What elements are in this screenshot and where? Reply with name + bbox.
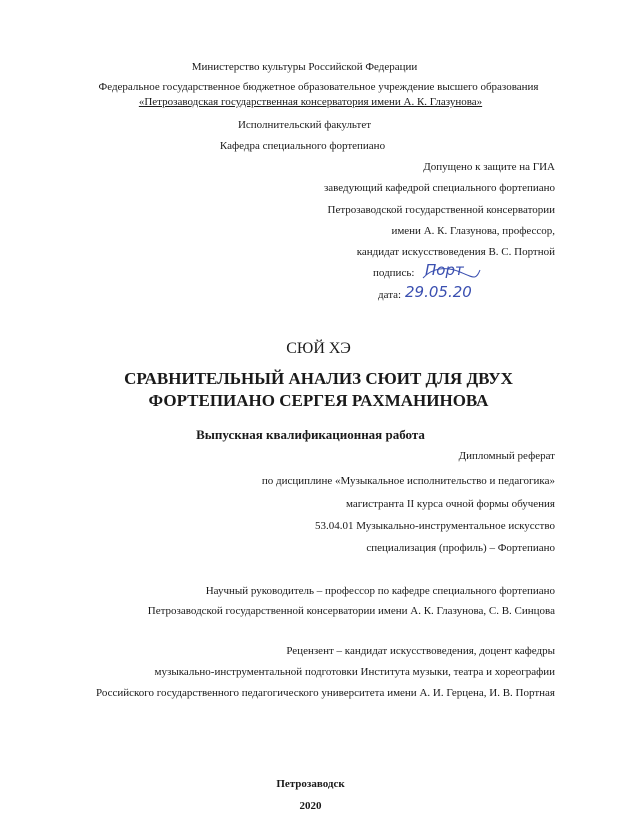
work-title: [0, 368, 637, 412]
reviewer-line-2: музыкально-инструментальной подготовки Института музыки, театра и хореографии: [154, 666, 555, 678]
institution-line-2: «Петрозаводская государственная консерватория имени А. К. Глазунова»: [138, 96, 483, 108]
approver-position-4: кандидат искусствоведения В. С. Портной: [356, 246, 555, 258]
institution-line-1: Федеральное государственное бюджетное образовательное учреждение высшего образования: [98, 81, 539, 93]
reviewer-line-1: Рецензент – кандидат искусствоведения, доцент кафедры: [286, 645, 555, 657]
discipline-line: по дисциплине «Музыкальное исполнительство и педагогика»: [261, 475, 555, 487]
approver-position-3: имени А. К. Глазунова, профессор,: [391, 225, 555, 237]
date-label: дата:: [378, 289, 402, 301]
signature-stroke: [420, 262, 482, 284]
signature-label: подпись:: [373, 267, 415, 279]
department-line: Кафедра специального фортепиано: [219, 140, 386, 152]
author-name: СЮЙ ХЭ: [286, 340, 351, 357]
approver-position-1: заведующий кафедрой специального фортепиано: [323, 182, 555, 194]
handwritten-signature: Порт: [425, 261, 464, 279]
reviewer-line-3: Российского государственного педагогического университета имени А. И. Герцена, И. В. Портная: [95, 687, 555, 699]
handwritten-date: 29.05.20: [405, 283, 472, 301]
work-kind: Дипломный реферат: [458, 450, 555, 462]
work-title-line-2: ФОРТЕПИАНО СЕРГЕЯ РАХМАНИНОВА: [148, 391, 489, 410]
supervisor-line-2: Петрозаводской государственной консерватории имени А. К. Глазунова, С. В. Синцова: [147, 605, 555, 617]
faculty-line: Исполнительский факультет: [237, 119, 372, 131]
work-title-line-1: СРАВНИТЕЛЬНЫЙ АНАЛИЗ СЮИТ ДЛЯ ДВУХ: [124, 369, 513, 388]
ministry-line: Министерство культуры Российской Федерации: [191, 61, 418, 73]
specialization-line: специализация (профиль) – Фортепиано: [366, 542, 555, 554]
city: Петрозаводск: [276, 778, 345, 790]
admitted-line: Допущено к защите на ГИА: [423, 161, 555, 173]
approver-position-2: Петрозаводской государственной консерватории: [327, 204, 555, 216]
student-line: магистранта II курса очной формы обучения: [345, 498, 555, 510]
program-line: 53.04.01 Музыкально-инструментальное искусство: [315, 520, 555, 532]
work-type: Выпускная квалификационная работа: [196, 427, 425, 442]
year: 2020: [299, 800, 322, 812]
supervisor-line-1: Научный руководитель – профессор по кафедре специального фортепиано: [205, 585, 555, 597]
